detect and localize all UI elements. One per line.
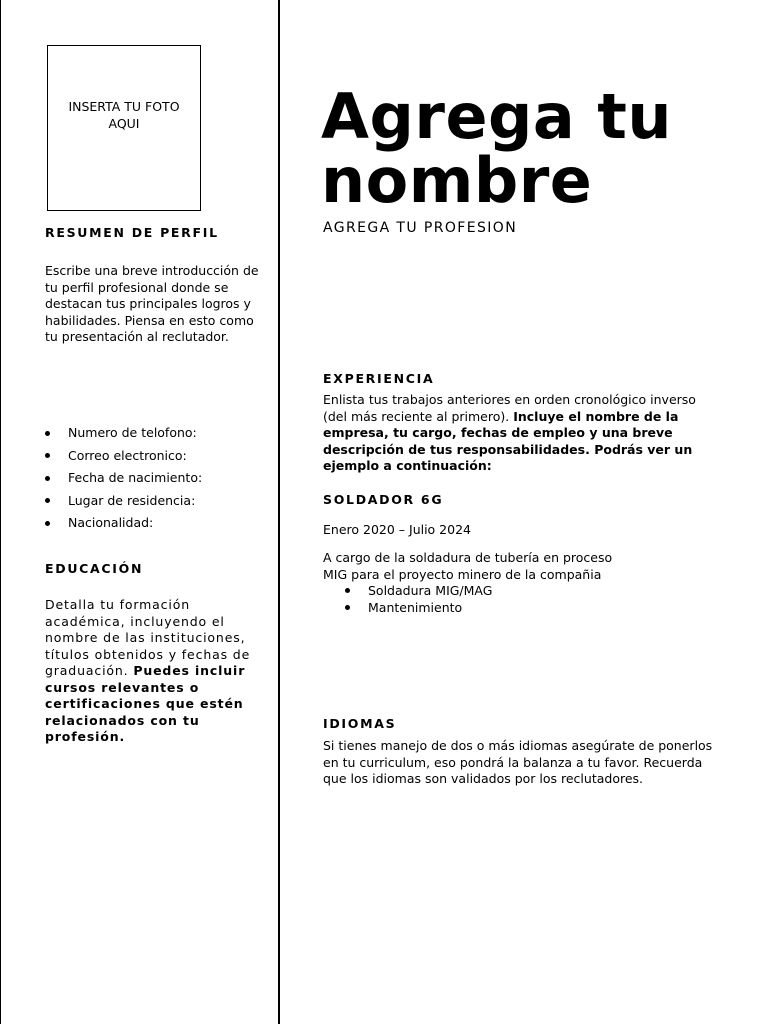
education-text-bold: Puedes incluir cursos relevantes o certificaciones que estén relacionados con tu profesión.	[45, 663, 246, 744]
experience-intro-regular: Enlista tus trabajos anteriores en orden cronológico inverso (del más reciente al primero).	[323, 392, 696, 424]
education-text-regular: Detalla tu formación académica, incluyendo el nombre de las instituciones, títulos obtenidos y fechas de graduación.	[45, 597, 251, 678]
contact-item-nationality: Nacionalidad:	[45, 514, 202, 537]
job-duties-list	[345, 582, 492, 616]
job-dates: Enero 2020 – Julio 2024	[323, 522, 471, 537]
education-text	[45, 597, 267, 746]
languages-text: Si tienes manejo de dos o más idiomas asegúrate de ponerlos en tu curriculum, eso pondrá la balanza a tu favor. Recuerda que los idiomas son validados por los reclutadores.	[323, 738, 713, 786]
profile-summary-text: Escribe una breve introducción de tu perfil profesional donde se destacan tus principales logros y habilidades. Piensa en esto como tu presentación al reclutador.	[45, 263, 259, 344]
experience-intro-bold: Incluye el nombre de la empresa, tu cargo, fechas de empleo y una breve descripción de tus responsabilidades. Podrás ver un ejemplo a continuación:	[323, 408, 693, 473]
profile-section-title: RESUMEN DE PERFIL	[45, 225, 219, 240]
candidate-profession: AGREGA TU PROFESION	[323, 220, 518, 236]
experience-section-title: EXPERIENCIA	[323, 371, 435, 386]
contact-item-email: Correo electronico:	[45, 447, 202, 470]
job-title: SOLDADOR 6G	[323, 492, 444, 507]
education-section-title: EDUCACIÓN	[45, 561, 144, 576]
job-duty-item: Soldadura MIG/MAG	[345, 582, 492, 599]
job-description: A cargo de la soldadura de tubería en proceso MIG para el proyecto minero de la compañia	[323, 550, 613, 582]
languages-section-title: IDIOMAS	[323, 716, 397, 731]
contact-item-birthdate: Fecha de nacimiento:	[45, 469, 202, 492]
photo-placeholder-label: INSERTA TU FOTO AQUI	[68, 99, 180, 131]
job-duty-item: Mantenimiento	[345, 599, 492, 616]
experience-intro	[323, 392, 723, 475]
candidate-name: Agrega tu nombre	[321, 80, 673, 217]
contact-item-residence: Lugar de residencia:	[45, 492, 202, 515]
column-divider	[278, 0, 280, 1024]
photo-placeholder[interactable]	[47, 45, 201, 211]
contact-list	[45, 424, 202, 537]
contact-item-phone: Numero de telofono:	[45, 424, 202, 447]
